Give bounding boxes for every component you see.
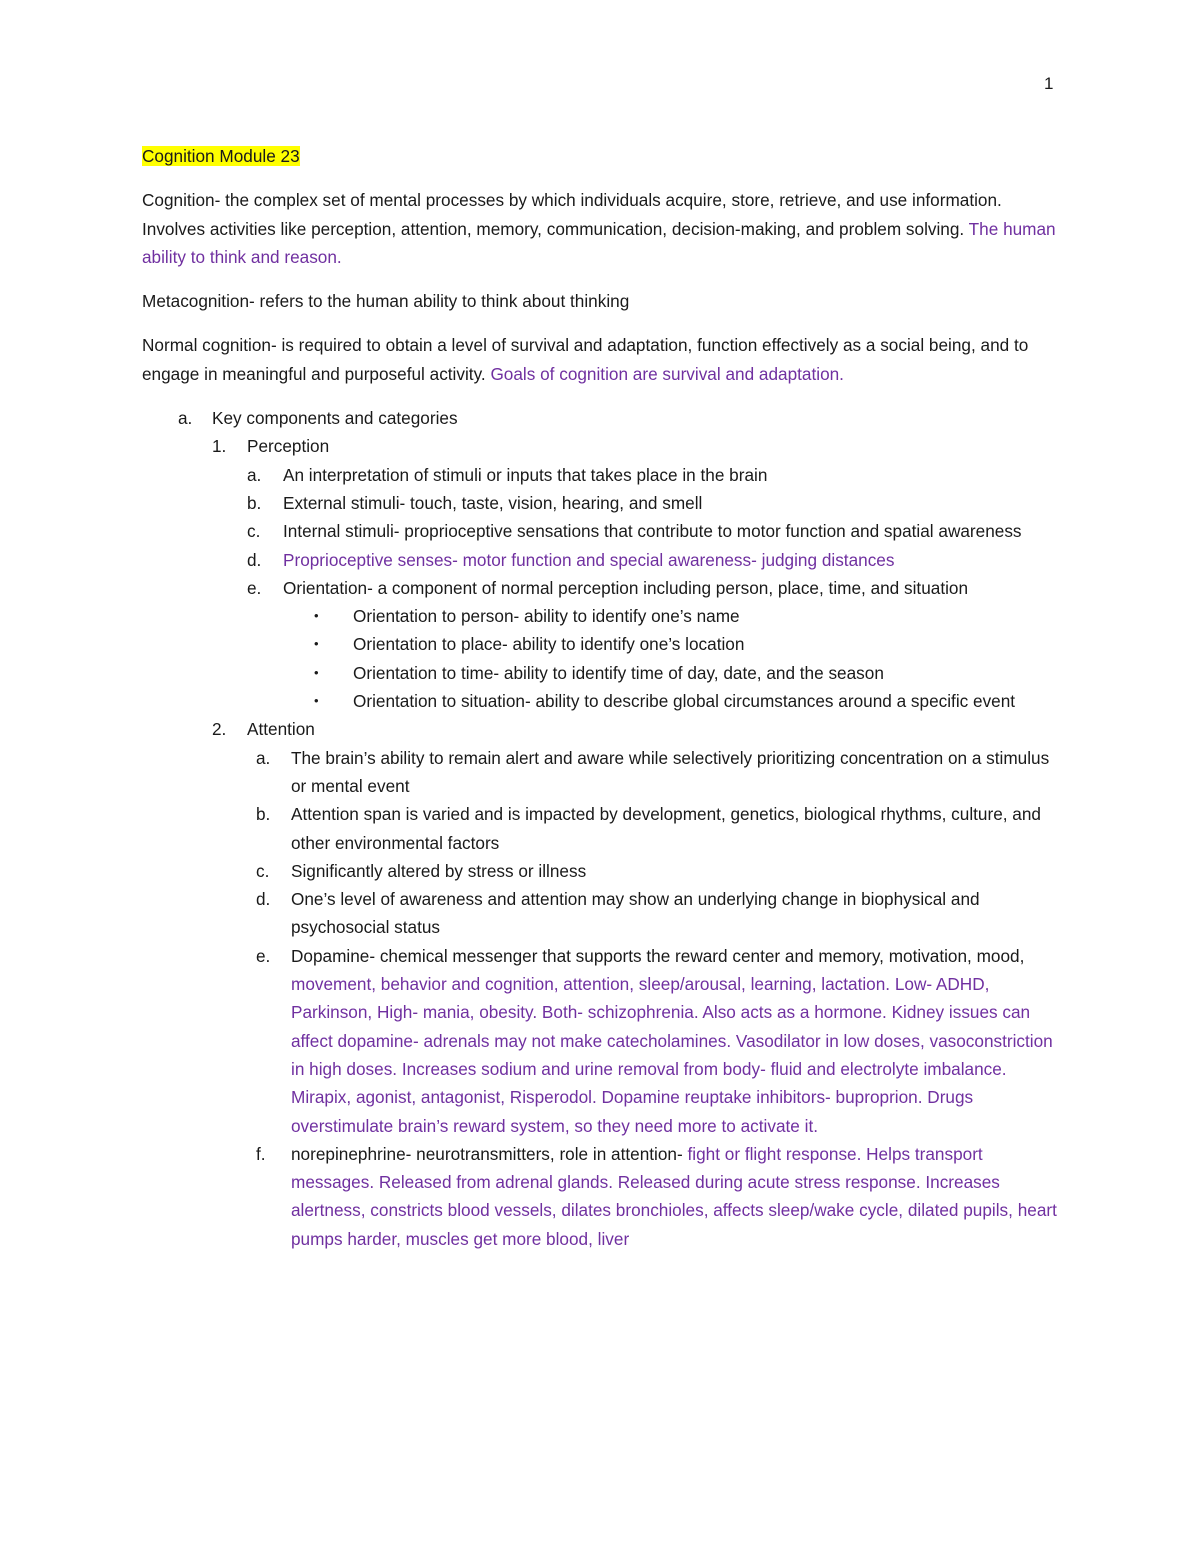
list-marker: b. [256, 804, 271, 825]
list-item [142, 461, 1060, 489]
list-item-text: Attention span is varied and is impacted by development, genetics, biological rhythms, culture, and other environmental factors [291, 804, 1041, 853]
normal-cognition-text: Normal cognition- is required to obtain a level of survival and adaptation, function effectively as a social being, and to engage in meaningful and purposeful activity. [142, 335, 1029, 384]
list-item-text: Key components and categories [212, 408, 458, 429]
bullet-text: Orientation to situation- ability to describe global circumstances around a specific event [353, 691, 1016, 712]
list-item-note: movement, behavior and cognition, attention, sleep/arousal, learning, lactation. Low- ADHD, Parkinson, High- mania, obesity. Both- schizophrenia. Also acts as a hormone. Kidney issues can affect dopamine- adrenals may not make catecholamines. Vasodilator in low doses, vasoconstriction in high doses. Increases sodium and urine removal from body- fluid and electrolyte imbalance. Mirapix, agonist, antagonist, Risperodol. Dopamine reuptake inhibitors- buproprion. Drugs overstimulate brain’s reward system, so they need more to activate it. [291, 974, 1053, 1136]
bullet-marker: • [314, 693, 319, 709]
cognition-definition-note: The human ability to think and reason. [142, 218, 1056, 267]
list-item-text: Proprioceptive senses- motor function and special awareness- judging distances [283, 549, 895, 570]
list-item-text: norepinephrine- neurotransmitters, role in attention- [291, 1143, 683, 1164]
list-item [142, 546, 1060, 574]
list-marker: c. [256, 860, 270, 881]
bullet-item [142, 687, 1060, 715]
page-number: 1 [1044, 74, 1054, 93]
list-marker: e. [247, 577, 262, 598]
list-marker: a. [178, 408, 193, 429]
list-item [142, 489, 1060, 517]
bullet-marker: • [314, 608, 319, 624]
section-label: Attention [247, 719, 315, 740]
bullet-text: Orientation to time- ability to identify time of day, date, and the season [353, 662, 884, 683]
list-item [142, 800, 1060, 857]
list-marker: c. [247, 521, 261, 542]
list-item [142, 885, 1060, 942]
list-marker: d. [256, 889, 271, 910]
list-marker: d. [247, 549, 262, 570]
cognition-definition-text: Cognition- the complex set of mental processes by which individuals acquire, store, retrieve, and use information. Involves activities like perception, attention, memory, communication, decision-making, and problem solving. [142, 190, 1002, 239]
list-item [142, 857, 1060, 885]
list-item-text: Orientation- a component of normal perception including person, place, time, and situation [283, 577, 969, 598]
bullet-item [142, 630, 1060, 658]
normal-cognition-note: Goals of cognition are survival and adaptation. [490, 363, 844, 384]
list-item-dopamine [142, 942, 1060, 1140]
list-item [142, 744, 1060, 801]
bullet-marker: • [314, 664, 319, 680]
section-attention [142, 715, 1060, 743]
document-title: Cognition Module 23 [142, 146, 300, 166]
bullet-item [142, 602, 1060, 630]
list-marker: b. [247, 492, 262, 513]
list-item-note: fight or flight response. Helps transport messages. Released from adrenal glands. Released during acute stress response. Increases alertness, constricts blood vessels, dilates bronchioles, affects sleep/wake cycle, dilated pupils, heart pumps harder, muscles get more blood, liver [291, 1143, 1057, 1249]
normal-cognition-definition [142, 331, 1060, 388]
list-marker: f. [256, 1143, 266, 1164]
cognition-definition [142, 186, 1060, 271]
list-item-text: An interpretation of stimuli or inputs that takes place in the brain [283, 464, 768, 485]
list-item [142, 574, 1060, 602]
list-item-text: The brain’s ability to remain alert and aware while selectively prioritizing concentration on a stimulus or mental event [291, 747, 1050, 796]
list-item-key-components [142, 404, 1060, 432]
title-line [142, 142, 1060, 170]
list-marker: 2. [212, 719, 227, 740]
outline-list [142, 404, 1060, 1253]
section-perception [142, 432, 1060, 460]
list-item-text: Dopamine- chemical messenger that supports the reward center and memory, motivation, mood, [291, 945, 1025, 966]
list-item-text: One’s level of awareness and attention may show an underlying change in biophysical and psychosocial status [291, 889, 980, 938]
list-marker: a. [256, 747, 271, 768]
list-item-text: External stimuli- touch, taste, vision, hearing, and smell [283, 492, 703, 513]
list-item [142, 517, 1060, 545]
list-item-text: Significantly altered by stress or illness [291, 860, 587, 881]
bullet-text: Orientation to person- ability to identify one’s name [353, 606, 740, 627]
bullet-text: Orientation to place- ability to identify one’s location [353, 634, 745, 655]
metacognition-definition: Metacognition- refers to the human ability to think about thinking [142, 291, 630, 312]
document-body [142, 142, 1060, 1253]
list-marker: e. [256, 945, 271, 966]
section-label: Perception [247, 436, 330, 457]
list-item-norepinephrine [142, 1140, 1060, 1253]
list-item-text: Internal stimuli- proprioceptive sensations that contribute to motor function and spatial awareness [283, 521, 1022, 542]
bullet-item [142, 659, 1060, 687]
bullet-marker: • [314, 636, 319, 652]
list-marker: a. [247, 464, 262, 485]
list-marker: 1. [212, 436, 227, 457]
